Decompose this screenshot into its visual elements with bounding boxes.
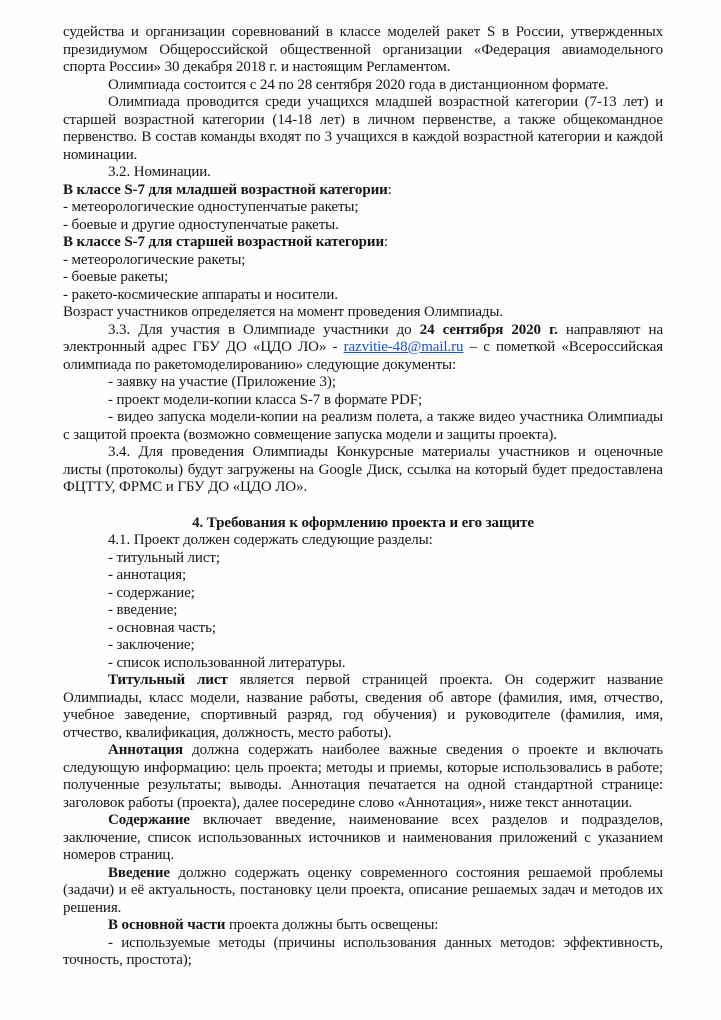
list-item (63, 392, 663, 410)
paragraph-introduction (63, 865, 663, 918)
paragraph-annotation (63, 742, 663, 812)
paragraph-main-part (63, 917, 663, 935)
list-item (63, 287, 663, 305)
text-run: - метеорологические ракеты; (63, 251, 246, 268)
text-run: - заключение; (108, 637, 195, 653)
text-run: направляют на электронный адрес ГБУ ДО «ЦДО ЛО» - (63, 321, 663, 355)
paragraph-olympiad-dates (63, 77, 663, 95)
text-run: : (384, 234, 389, 250)
paragraph-age-note (63, 304, 663, 322)
text-run: - основная часть; (108, 619, 216, 636)
text-run: - используемые методы (причины использования данных методов: эффективность, точность, простота); (63, 934, 663, 968)
text-run: - заявку на участие (Приложение 3); (108, 374, 336, 390)
paragraph-3-3-participation (63, 322, 663, 375)
list-item (63, 217, 663, 235)
list-item (63, 602, 663, 620)
paragraph-class-s7-senior (63, 234, 663, 252)
text-run: - содержание; (108, 584, 195, 601)
text-run: - аннотация; (108, 567, 187, 583)
list-item (63, 409, 663, 444)
text-run: - список использованной литературы. (108, 654, 346, 671)
text-run: Олимпиада проводится среди учащихся младшей возрастной категории (7-13 лет) и старшей возрастной категории (14-18 лет) в личном первенстве, а также общекомандное первенство. В состав команды входят по 3 учащихся в каждой возрастной категории и каждой номинации. (63, 94, 663, 163)
text-run: должно содержать оценку современного состояния решаемой проблемы (задачи) и её актуальность, постановку цели проекта, описание решаемых задач и методов их решения. (63, 864, 663, 916)
list-item (63, 199, 663, 217)
bold-text-run: 4. Требования к оформлению проекта и его защите (192, 514, 534, 531)
bold-text-run: Введение (108, 864, 170, 881)
list-item (63, 637, 663, 655)
email-link[interactable]: razvitie-48@mail.ru (343, 339, 464, 355)
text-run: - ракето-космические аппараты и носители. (63, 286, 338, 303)
section-heading (63, 515, 663, 533)
list-item (63, 550, 663, 568)
text-run: судейства и организации соревнований в классе моделей ракет S в России, утвержденных президиумом Общероссийской общественной организации «Федерация авиамодельного спорта России» 30 декабря 2018 г. и настоящим Регламентом. (63, 24, 663, 75)
text-run: 3.3. Для участия в Олимпиаде участники до (108, 321, 420, 338)
text-run: - введение; (108, 602, 178, 618)
text-run: - проект модели-копии класса S-7 в формате PDF; (108, 391, 423, 408)
text-run: 3.4. Для проведения Олимпиады Конкурсные материалы участников и оценочные листы (протоколы) будут загружены на Google Диск, ссылка на который будет предоставлена ФЦТТУ, ФРМС и ГБУ ДО «ЦДО ЛО». (63, 444, 663, 495)
text-run: - метеорологические одноступенчатые ракеты; (63, 199, 359, 215)
text-run: - боевые ракеты; (63, 269, 169, 285)
bold-text-run: В классе S-7 для младшей возрастной категории (63, 181, 388, 198)
paragraph-3-4-materials (63, 444, 663, 497)
bold-text-run: Аннотация (108, 742, 183, 758)
list-item (63, 374, 663, 392)
list-item (63, 585, 663, 603)
text-run: является первой страницей проекта. Он содержит название Олимпиады, класс модели, название работы, сведения об авторе (фамилия, имя, отчество, учебное заведение, спортивный разряд, год обучения) и руководителе (фамилия, имя, отчество, квалификация, должность, место работы). (63, 672, 663, 741)
paragraph-class-s7-junior (63, 182, 663, 200)
text-run: - видео запуска модели-копии на реализм полета, а также видео участника Олимпиады с защитой проекта (возможно совмещение запуска модели и защиты проекта). (63, 409, 663, 443)
text-run: 3.2. Номинации. (108, 164, 211, 180)
text-run: Олимпиада состоится с 24 по 28 сентября 2020 года в дистанционном формате. (108, 76, 609, 93)
text-run: 4.1. Проект должен содержать следующие разделы: (108, 532, 433, 548)
list-item (63, 252, 663, 270)
paragraph-4-1-sections (63, 532, 663, 550)
list-item (63, 655, 663, 673)
text-run: проекта должны быть освещены: (225, 917, 439, 933)
list-item (63, 935, 663, 970)
list-item (63, 269, 663, 287)
bold-text-run: В классе S-7 для старшей возрастной категории (63, 234, 384, 250)
bold-text-run: 24 сентября 2020 г. (419, 321, 558, 338)
text-run: - титульный лист; (108, 549, 220, 566)
text-run: – с пометкой «Всероссийская олимпиада по ракетомоделированию» следующие документы: (63, 339, 663, 373)
text-run: - боевые и другие одноступенчатые ракеты. (63, 216, 339, 233)
paragraph-contents (63, 812, 663, 865)
list-item (63, 567, 663, 585)
bold-text-run: Титульный лист (108, 672, 228, 688)
paragraph-title-page (63, 672, 663, 742)
paragraph-3-2-nominations (63, 164, 663, 182)
text-run: должна содержать наиболее важные сведения о проекте и включать следующую информацию: цель проекта; методы и приемы, которые использовались в работе; полученные результаты; выводы. Аннотация печатается на одной стандартной странице: заголовок работы (проекта), далее посередине слово «Аннотация», ниже текст аннотации. (63, 742, 663, 811)
bold-text-run: Содержание (108, 812, 190, 828)
bold-text-run: В основной части (108, 917, 226, 933)
paragraph-age-categories (63, 94, 663, 164)
text-run: : (387, 181, 392, 198)
paragraph-continuation (63, 24, 663, 77)
text-run: включает введение, наименование всех разделов и подразделов, заключение, список использованных источников и наименования приложений с указанием номеров страниц. (63, 812, 663, 863)
list-item (63, 620, 663, 638)
text-run: Возраст участников определяется на момент проведения Олимпиады. (63, 304, 504, 320)
